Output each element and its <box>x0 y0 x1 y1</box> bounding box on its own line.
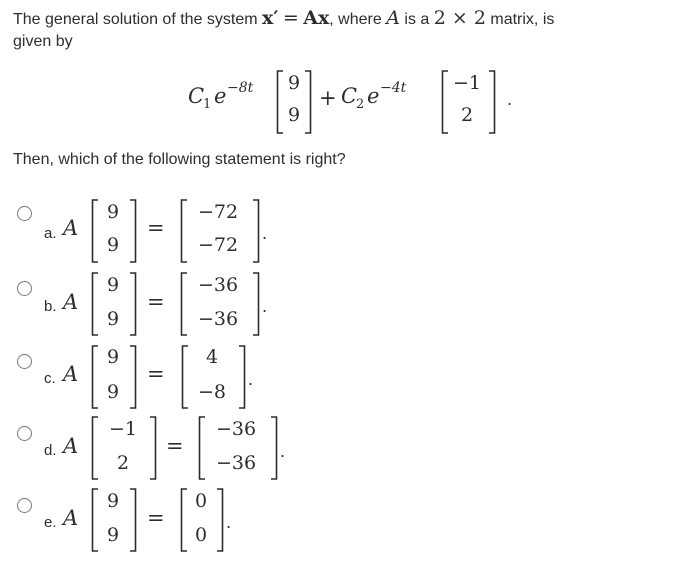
right-bracket <box>129 272 137 336</box>
lhs-entry-top: 9 <box>106 346 120 368</box>
right-bracket <box>129 199 137 263</box>
right-bracket <box>149 416 157 480</box>
option-b-radio[interactable] <box>17 281 32 296</box>
x-prime-symbol: x′ <box>262 7 279 29</box>
question-matrix-is: matrix, is <box>485 11 555 28</box>
matrix-dims: 2 × 2 <box>433 7 486 29</box>
lhs-entry-bottom: 9 <box>106 381 120 403</box>
c2-subscript: 2 <box>356 97 365 112</box>
lhs-entry-top: −1 <box>108 418 137 440</box>
question-where: , where <box>329 11 387 28</box>
plus-symbol: + <box>319 86 337 110</box>
lhs-entry-bottom: 9 <box>106 234 120 256</box>
lhs-entry-top: 9 <box>106 201 120 223</box>
c1-subscript: 1 <box>203 97 212 112</box>
vector1-entry-bottom: 9 <box>287 104 301 126</box>
right-bracket <box>252 199 260 263</box>
rhs-entry-bottom: 0 <box>194 524 208 546</box>
c1-symbol: C <box>188 84 205 108</box>
rhs-entry-bottom: −8 <box>197 381 226 403</box>
right-bracket <box>129 488 137 552</box>
rhs-entry-top: 0 <box>194 490 208 512</box>
lhs-entry-bottom: 9 <box>106 308 120 330</box>
period: . <box>280 442 286 461</box>
option-c-radio[interactable] <box>17 354 32 369</box>
equals-symbol: = <box>147 362 165 386</box>
lhs-entry-top: 9 <box>106 490 120 512</box>
matrix-a-symbol: A <box>63 362 79 386</box>
rhs-entry-bottom: −72 <box>197 234 239 256</box>
option-d-radio[interactable] <box>17 426 32 441</box>
question-prompt: Then, which of the following statement is right? <box>13 151 346 168</box>
option-label: e. <box>44 514 57 531</box>
equals-symbol: = <box>166 434 184 458</box>
matrix-a-symbol: A <box>63 434 79 458</box>
option-label: b. <box>44 298 57 315</box>
lhs-entry-bottom: 2 <box>116 452 130 474</box>
right-bracket <box>216 488 224 552</box>
vector2-entry-bottom: 2 <box>460 104 474 126</box>
period: . <box>262 224 268 243</box>
option-label: c. <box>44 370 56 387</box>
equals-symbol: = <box>282 7 299 29</box>
option-e-radio[interactable] <box>17 498 32 513</box>
exponent-1: −8t <box>227 80 254 96</box>
option-label: d. <box>44 442 57 459</box>
c2-symbol: C <box>341 84 358 108</box>
right-bracket <box>252 272 260 336</box>
period: . <box>507 90 513 109</box>
exponent-2: −4t <box>380 80 407 96</box>
right-bracket <box>129 345 137 409</box>
right-bracket <box>304 70 312 134</box>
period: . <box>248 370 254 389</box>
a-symbol: A <box>386 7 400 29</box>
matrix-a-symbol: A <box>63 290 79 314</box>
rhs-entry-top: −36 <box>215 418 257 440</box>
question-text <box>13 7 663 53</box>
vector1-entry-top: 9 <box>287 72 301 94</box>
right-bracket <box>238 345 246 409</box>
period: . <box>262 297 268 316</box>
exp-base-1: e <box>214 84 227 108</box>
matrix-a-symbol: A <box>63 506 79 530</box>
ax-symbol: Ax <box>303 7 330 29</box>
right-bracket <box>488 70 496 134</box>
lhs-entry-bottom: 9 <box>106 524 120 546</box>
lhs-entry-top: 9 <box>106 274 120 296</box>
rhs-entry-top: −36 <box>197 274 239 296</box>
matrix-a-symbol: A <box>63 216 79 240</box>
right-bracket <box>270 416 278 480</box>
rhs-entry-bottom: −36 <box>215 452 257 474</box>
equals-symbol: = <box>147 506 165 530</box>
equals-symbol: = <box>147 216 165 240</box>
equals-symbol: = <box>147 290 165 314</box>
rhs-entry-top: −72 <box>197 201 239 223</box>
question-intro: The general solution of the system <box>13 11 263 28</box>
question-given-by: given by <box>13 33 73 50</box>
option-label: a. <box>44 225 57 242</box>
option-a-radio[interactable] <box>17 206 32 221</box>
rhs-entry-bottom: −36 <box>197 308 239 330</box>
vector2-entry-top: −1 <box>452 72 481 94</box>
question-is-a: is a <box>399 11 434 28</box>
exp-base-2: e <box>367 84 380 108</box>
period: . <box>226 513 232 532</box>
rhs-entry-top: 4 <box>205 346 219 368</box>
